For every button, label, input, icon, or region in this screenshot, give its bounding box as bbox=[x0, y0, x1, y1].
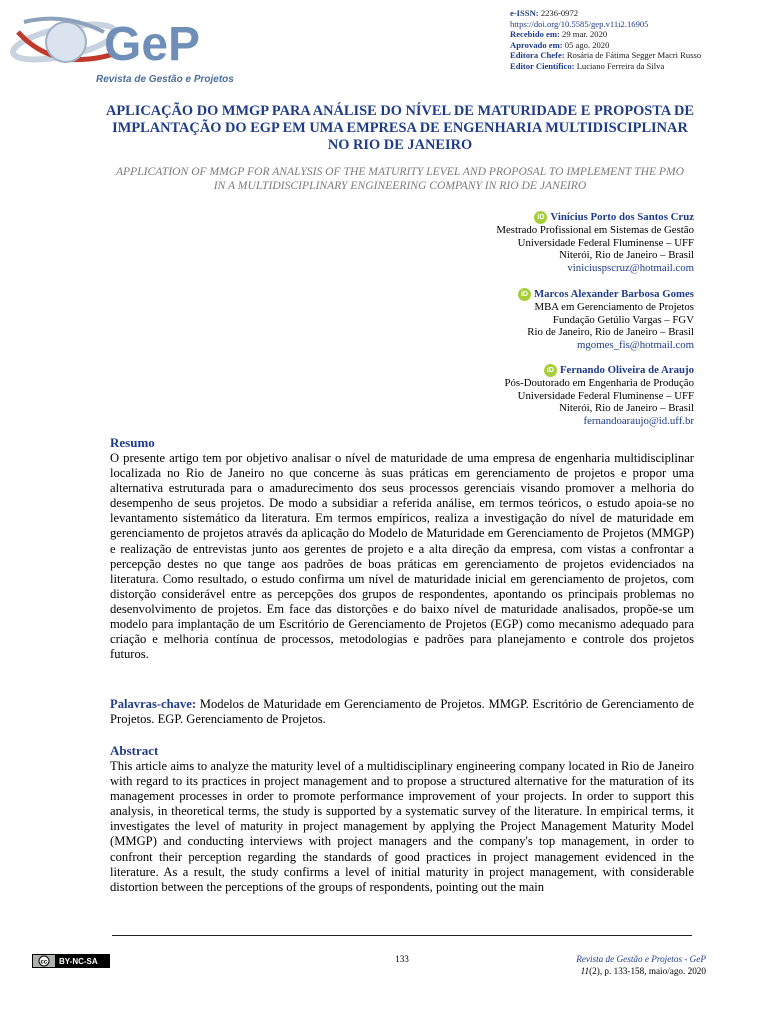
abstract-text: This article aims to analyze the maturity level of a multidisciplinary engineering company located in Rio de Janeiro with regard to its practices in project management and to propose a structured alternative for the maturation of its management processes in order to promote performance improvement of your projects. In order to support this analysis, in theoretical terms, the study is supported by a systematic survey of the literature. In empirical terms, it investigates the level of maturity in project management by applying the Project Management Maturity Model (MMGP) and conducting interviews with project managers and the company's top management, in order to confront their perception regarding the standards of good practices in project management evidenced in the literature. As a result, the study confirms a level of initial maturity in project management, with considerable distortion between the perceptions of the groups of respondents, pointing out the main bbox=[110, 759, 694, 894]
keywords bbox=[110, 697, 694, 727]
article-meta bbox=[510, 8, 760, 72]
author-block bbox=[505, 364, 695, 427]
author-institution: Universidade Federal Fluminense – UFF bbox=[517, 389, 694, 402]
keywords-text: Modelos de Maturidade em Gerenciamento de Projetos. MMGP. Escritório de Gerenciamento de Projetos. EGP. Gerenciamento de Projetos. bbox=[110, 697, 694, 727]
author-location: Niterói, Rio de Janeiro – Brasil bbox=[559, 402, 694, 415]
author-email[interactable]: mgomes_fis@hotmail.com bbox=[577, 338, 694, 351]
title-portuguese: APLICAÇÃO DO MMGP PARA ANÁLISE DO NÍVEL DE MATURIDADE E PROPOSTA DE IMPLANTAÇÃO DO EGP EM UMA EMPRESA DE ENGENHARIA MULTIDISCIPLINAR NO RIO DE JANEIRO bbox=[105, 103, 695, 154]
author-email[interactable]: fernandoaraujo@id.uff.br bbox=[583, 414, 694, 427]
journal-issue-pages: (2), p. 133-158, maio/ago. 2020 bbox=[589, 965, 706, 976]
author-location: Niterói, Rio de Janeiro – Brasil bbox=[559, 249, 694, 262]
page-number: 133 bbox=[395, 954, 409, 964]
meta-received: Recebido em: 29 mar. 2020 bbox=[510, 29, 608, 40]
meta-approved: Aprovado em: 05 ago. 2020 bbox=[510, 39, 610, 50]
meta-editor-chief: Editora Chefe: Rosária de Fátima Segger Macri Russo bbox=[510, 50, 702, 61]
abstract-heading: Abstract bbox=[110, 743, 159, 758]
author-block bbox=[518, 288, 694, 351]
orcid-icon[interactable]: iD bbox=[518, 288, 531, 301]
author-affiliation: MBA em Gerenciamento de Projetos bbox=[534, 301, 694, 313]
author-institution: Fundação Getúlio Vargas – FGV bbox=[552, 313, 694, 326]
orcid-icon[interactable]: iD bbox=[534, 211, 547, 224]
orcid-icon[interactable]: iD bbox=[544, 364, 557, 377]
journal-name: Revista de Gestão e Projetos - GeP bbox=[576, 954, 706, 964]
journal-citation bbox=[576, 954, 706, 977]
journal-logo bbox=[4, 2, 254, 92]
meta-issn: e-ISSN: 2236-0972 bbox=[510, 8, 579, 18]
author-name: Vinícius Porto dos Santos Cruz bbox=[550, 211, 694, 223]
logo-subtitle: Revista de Gestão e Projetos bbox=[96, 74, 234, 85]
keywords-label: Palavras-chave: bbox=[110, 697, 197, 711]
cc-by-nc-sa-icon bbox=[32, 954, 110, 968]
svg-text:cc: cc bbox=[40, 959, 48, 966]
resumo-heading: Resumo bbox=[110, 435, 155, 450]
author-location: Rio de Janeiro, Rio de Janeiro – Brasil bbox=[527, 326, 694, 339]
author-name: Marcos Alexander Barbosa Gomes bbox=[533, 288, 694, 300]
logo-text: GeP bbox=[104, 18, 201, 71]
author-affiliation: Pós-Doutorado em Engenharia de Produção bbox=[504, 377, 694, 389]
author-email[interactable]: viniciuspscruz@hotmail.com bbox=[567, 261, 694, 274]
footer-divider bbox=[112, 935, 692, 936]
author-block bbox=[496, 211, 694, 274]
gep-logo-graphic bbox=[4, 2, 254, 92]
cc-license-badge[interactable] bbox=[32, 954, 110, 968]
journal-volume: 11 bbox=[580, 965, 590, 976]
author-institution: Universidade Federal Fluminense – UFF bbox=[517, 236, 694, 249]
meta-doi[interactable]: https://doi.org/10.5585/gep.v11i2.16905 bbox=[510, 18, 649, 29]
author-affiliation: Mestrado Profissional em Sistemas de Gestão bbox=[496, 224, 694, 236]
license-text: BY-NC-SA bbox=[59, 957, 98, 966]
resumo-text: O presente artigo tem por objetivo analisar o nível de maturidade de uma empresa de engenharia multidisciplinar localizada no Rio de Janeiro no que concerne às suas práticas em gerenciamento de projetos e propor uma alternativa estruturada para o amadurecimento dos seus processos gerenciais visando promover a melhoria do desempenho de seus projetos. De modo a subsidiar a referida análise, em termos teóricos, o estudo apoia-se no levantamento sistemático da literatura. Em termos empíricos, realiza a investigação do nível de maturidade em gerenciamento de projetos através da aplicação do Modelo de Maturidade em Gerenciamento de Projetos (MMGP) e realização de entrevistas junto aos gerentes de projeto e a alta direção da empresa, com vistas a confrontar a percepção destes no que tange aos padrões de boas práticas em gerenciamento de projetos evidenciados na literatura. Como resultado, o estudo confirma um nível de maturidade inicial em gerenciamento de projetos, com distorção considerável entre as percepções dos grupos de respondentes, apontando os principais problemas no desenvolvimento de projetos. Em face das distorções e do baixo nível de maturidade analisados, propõe-se um modelo para implantação de um Escritório de Gerenciamento de Projetos (EGP) como mecanismo adequado para criação e melhoria contínua de processos, metodologias e padrões para planejamento e controle dos projetos futuros. bbox=[110, 451, 694, 662]
title-english: APPLICATION OF MMGP FOR ANALYSIS OF THE MATURITY LEVEL AND PROPOSAL TO IMPLEMENT THE PMO IN A MULTIDISCIPLINARY ENGINEERING COMPANY IN RIO DE JANEIRO bbox=[115, 165, 685, 192]
meta-scientific-editor: Editor Científico: Luciano Ferreira da Silva bbox=[510, 60, 665, 71]
author-name: Fernando Oliveira de Araujo bbox=[559, 364, 694, 376]
